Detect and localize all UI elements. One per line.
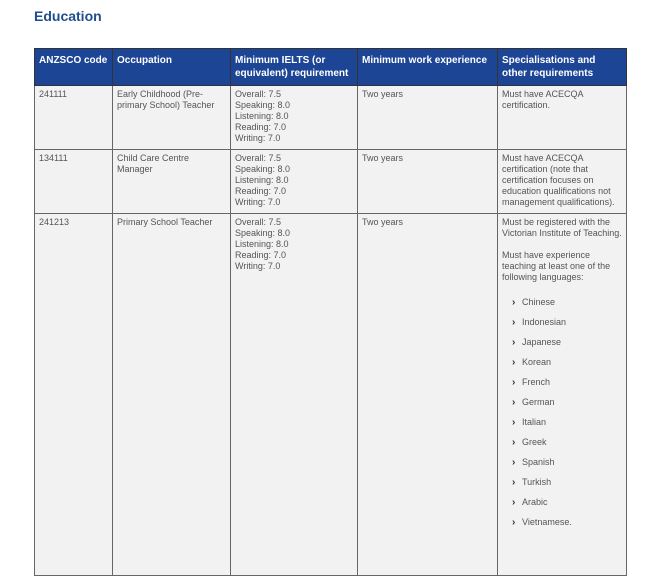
cell-occupation: Child Care Centre Manager <box>113 150 231 214</box>
list-item <box>512 457 622 477</box>
header-work-experience: Minimum work experience <box>358 49 498 86</box>
chevron-right-icon: › <box>512 337 516 348</box>
table-row <box>35 150 627 214</box>
cell-specialisations: Must have ACECQA certification (note that certification focuses on education qualifications not management qualifications). <box>498 150 627 214</box>
chevron-right-icon: › <box>512 317 516 328</box>
chevron-right-icon: › <box>512 517 516 528</box>
ielts-listening: Listening: 8.0 <box>235 175 289 185</box>
list-item <box>512 377 622 397</box>
list-item <box>512 357 622 377</box>
language-label: German <box>522 397 555 407</box>
ielts-reading: Reading: 7.0 <box>235 186 287 196</box>
language-list <box>502 297 622 537</box>
chevron-right-icon: › <box>512 437 516 448</box>
cell-code: 241111 <box>35 86 113 150</box>
cell-code: 134111 <box>35 150 113 214</box>
language-label: Korean <box>522 357 552 367</box>
list-item <box>512 337 622 357</box>
language-requirement: Must have experience teaching at least one of the following languages: <box>502 250 611 282</box>
cell-work-experience: Two years <box>358 86 498 150</box>
header-occupation: Occupation <box>113 49 231 86</box>
header-code: ANZSCO code <box>35 49 113 86</box>
list-item <box>512 517 622 537</box>
ielts-speaking: Speaking: 8.0 <box>235 228 291 238</box>
chevron-right-icon: › <box>512 417 516 428</box>
language-label: Chinese <box>522 297 556 307</box>
ielts-speaking: Speaking: 8.0 <box>235 164 291 174</box>
ielts-writing: Writing: 7.0 <box>235 133 281 143</box>
ielts-overall: Overall: 7.5 <box>235 153 282 163</box>
ielts-overall: Overall: 7.5 <box>235 89 282 99</box>
cell-code: 241213 <box>35 214 113 576</box>
list-item <box>512 417 622 437</box>
chevron-right-icon: › <box>512 457 516 468</box>
language-label: Spanish <box>522 457 555 467</box>
chevron-right-icon: › <box>512 297 516 308</box>
ielts-speaking: Speaking: 8.0 <box>235 100 291 110</box>
language-label: Indonesian <box>522 317 567 327</box>
table-row <box>35 214 627 576</box>
language-label: French <box>522 377 551 387</box>
ielts-listening: Listening: 8.0 <box>235 239 289 249</box>
list-item <box>512 317 622 337</box>
chevron-right-icon: › <box>512 377 516 388</box>
language-label: Italian <box>522 417 547 427</box>
language-label: Arabic <box>522 497 548 507</box>
cell-ielts <box>231 150 358 214</box>
cell-work-experience: Two years <box>358 150 498 214</box>
ielts-writing: Writing: 7.0 <box>235 197 281 207</box>
language-label: Japanese <box>522 337 562 347</box>
list-item <box>512 477 622 497</box>
chevron-right-icon: › <box>512 397 516 408</box>
cell-work-experience: Two years <box>358 214 498 576</box>
ielts-listening: Listening: 8.0 <box>235 111 289 121</box>
cell-ielts <box>231 86 358 150</box>
table-row <box>35 86 627 150</box>
language-label: Vietnamese. <box>522 517 572 527</box>
cell-occupation: Primary School Teacher <box>113 214 231 576</box>
header-ielts: Minimum IELTS (or equivalent) requirement <box>231 49 358 86</box>
paragraph-gap <box>502 239 622 250</box>
cell-occupation: Early Childhood (Pre-primary School) Teacher <box>113 86 231 150</box>
header-specialisations: Specialisations and other requirements <box>498 49 627 86</box>
language-label: Greek <box>522 437 547 447</box>
header-row <box>35 49 627 86</box>
ielts-reading: Reading: 7.0 <box>235 250 287 260</box>
requirements-table <box>34 48 627 576</box>
section-title: Education <box>34 8 102 24</box>
chevron-right-icon: › <box>512 357 516 368</box>
registration-requirement: Must be registered with the Victorian Institute of Teaching. <box>502 217 622 238</box>
chevron-right-icon: › <box>512 497 516 508</box>
cell-ielts <box>231 214 358 576</box>
list-item <box>512 397 622 417</box>
ielts-reading: Reading: 7.0 <box>235 122 287 132</box>
ielts-writing: Writing: 7.0 <box>235 261 281 271</box>
list-item <box>512 297 622 317</box>
list-item <box>512 437 622 457</box>
cell-specialisations: Must have ACECQA certification. <box>498 86 627 150</box>
language-label: Turkish <box>522 477 552 487</box>
cell-specialisations <box>498 214 627 576</box>
chevron-right-icon: › <box>512 477 516 488</box>
list-item <box>512 497 622 517</box>
ielts-overall: Overall: 7.5 <box>235 217 282 227</box>
